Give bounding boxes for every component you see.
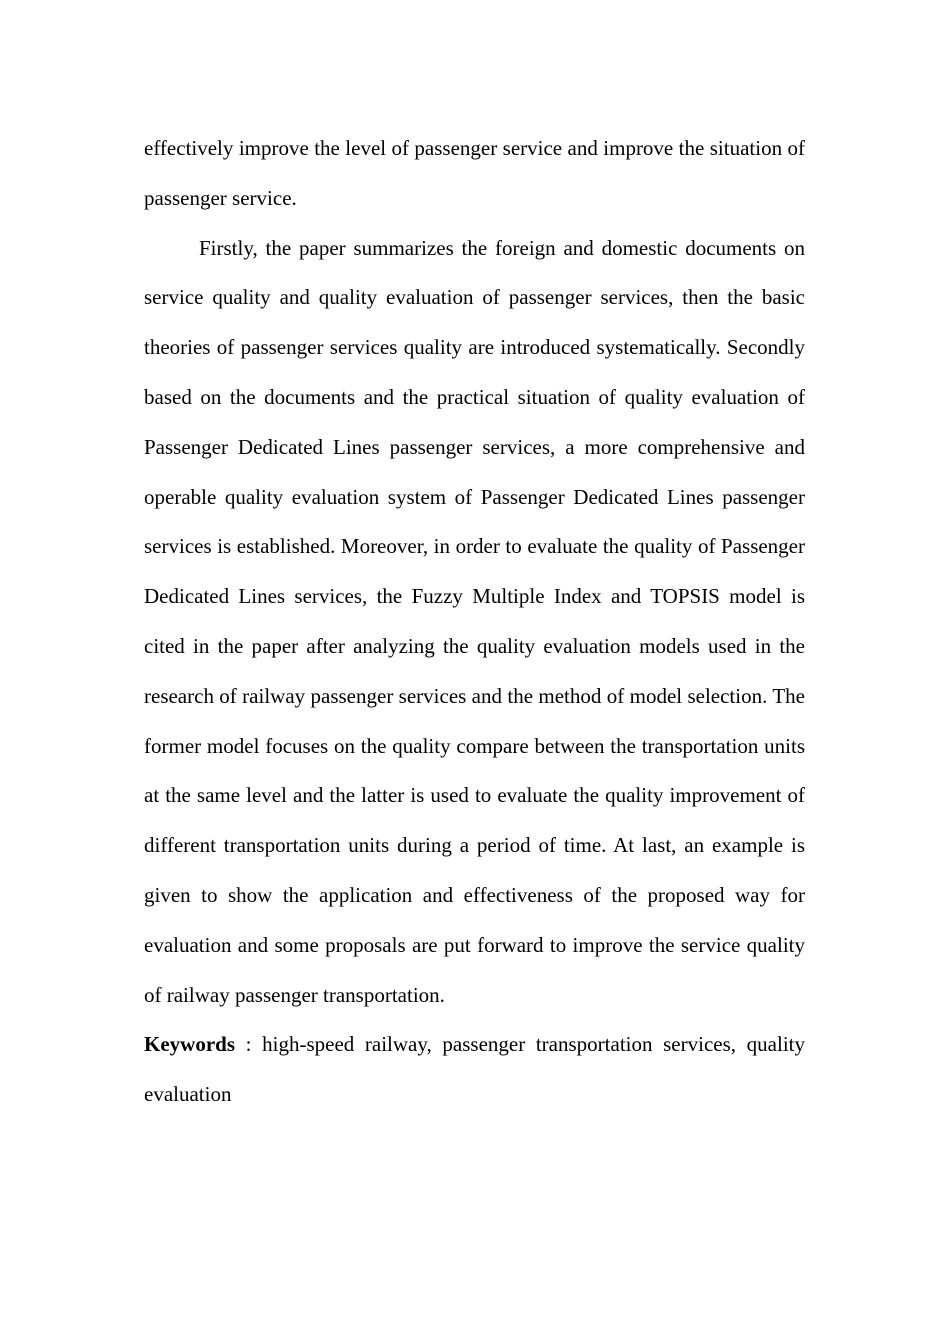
keywords-separator: : [235,1032,263,1057]
keywords-text: high-speed railway, passenger transportation services, quality evaluation [144,1032,805,1107]
keywords-line [144,1020,805,1120]
paragraph-continuation: effectively improve the level of passenger service and improve the situation of passenger service. [144,136,805,210]
abstract-body [144,124,805,1120]
keywords-label: Keywords [144,1032,235,1057]
paragraph-main: Firstly, the paper summarizes the foreign and domestic documents on service quality and quality evaluation of passenger services, then the basic theories of passenger services quality are introduced systematically. Secondly based on the documents and the practical situation of quality evaluation of Passenger Dedicated Lines passenger services, a more comprehensive and operable quality evaluation system of Passenger Dedicated Lines passenger services is established. Moreover, in order to evaluate the quality of Passenger Dedicated Lines services, the Fuzzy Multiple Index and TOPSIS model is cited in the paper after analyzing the quality evaluation models used in the research of railway passenger services and the method of model selection. The former model focuses on the quality compare between the transportation units at the same level and the latter is used to evaluate the quality improvement of different transportation units during a period of time. At last, an example is given to show the application and effectiveness of the proposed way for evaluation and some proposals are put forward to improve the service quality of railway passenger transportation. [144,235,805,1007]
